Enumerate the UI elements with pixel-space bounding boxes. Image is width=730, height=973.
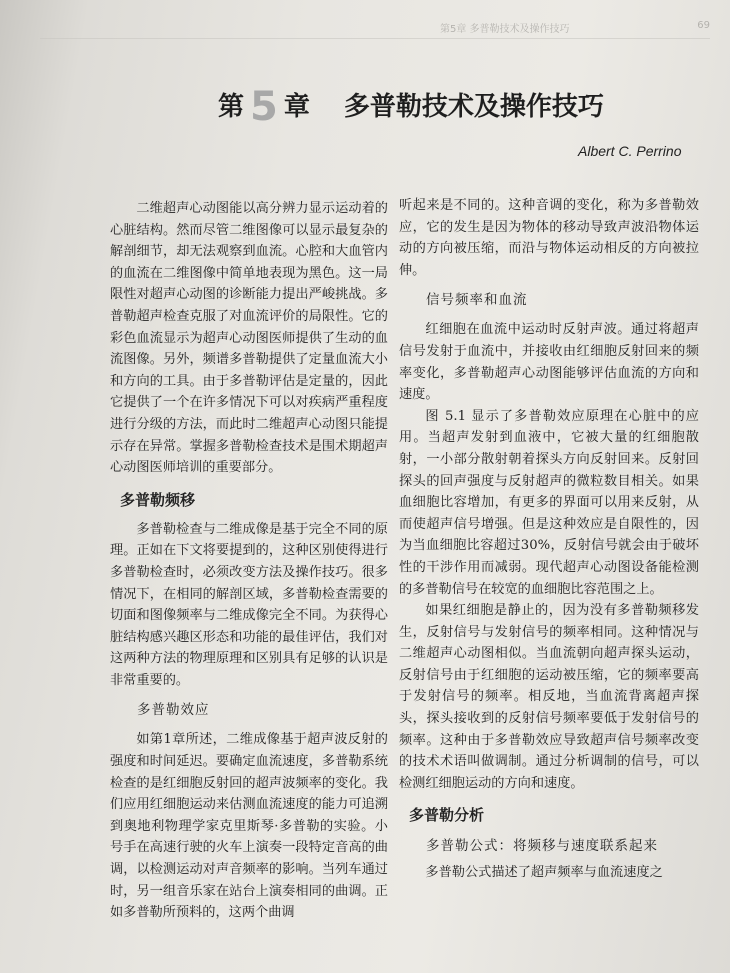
subheading-signal-frequency: 信号频率和血流 [426, 292, 528, 309]
section-heading-doppler-analysis: 多普勒分析 [409, 806, 485, 825]
running-header [440, 20, 710, 34]
header-rule [40, 38, 710, 39]
section-paragraph: 多普勒检查与二维成像是基于完全不同的原理。正如在下文将要提到的，这种区别使得进行多普勒检查时，必须改变方法及操作技巧。很多情况下，在相同的解剖区域，多普勒检查需要的切面和图像频率与二维成像完全不同。为获得心脏结构感兴趣区形态和功能的最佳评估，我们对这两种方法的物理原理和区别具有足够的认识是非常重要的。 [110, 521, 388, 688]
page-number: 69 [697, 20, 710, 31]
formula-paragraph: 多普勒公式描述了超声频率与血流速度之 [425, 865, 663, 881]
subheading-doppler-effect: 多普勒效应 [137, 702, 210, 719]
chapter-prefix: 第 [218, 92, 245, 122]
running-header-text: 第5章 多普勒技术及操作技巧 [440, 24, 570, 35]
right-column [399, 195, 699, 884]
chapter-title [218, 84, 604, 128]
signal-paragraph-1: 红细胞在血流中运动时反射声波。通过将超声信号发射于血流中，并接收由红细胞反射回来的频率变化，多普勒超声心动图能够评估血流的方向和速度。 [399, 322, 699, 403]
chapter-suffix: 章 [283, 92, 310, 122]
continuation-paragraph: 听起来是不同的。这种音调的变化，称为多普勒效应，它的发生是因为物体的移动导致声波沿物体运动的方向被压缩，而沿与物体运动相反的方向被拉伸。 [399, 198, 699, 278]
section-heading-doppler-shift: 多普勒频移 [120, 490, 196, 509]
signal-paragraph-3: 如果红细胞是静止的，因为没有多普勒频移发生，反射信号与发射信号的频率相同。这种情况与二维超声心动图相似。当血流朝向超声探头运动，反射信号由于红细胞的运动被压缩，它的频率要高于发射信号的频率。相反地，当血流背离超声探头，探头接收到的反射信号频率要低于发射信号的频率。这种由于多普勒效应导致超声信号频率改变的技术术语叫做调制。通过分析调制的信号，可以检测红细胞运动的方向和速度。 [399, 603, 699, 791]
left-column [110, 198, 388, 924]
signal-paragraph-2: 图 5.1 显示了多普勒效应原理在心脏中的应用。当超声发射到血液中，它被大量的红细胞散射，一小部分散射朝着探头方向反射回来。反射回探头的回声强度与反射超声的微粒数目相关。如果血细胞比容增加，有更多的界面可以用来反射，从而使超声信号增强。但是这种效应是自限性的，因为当血细胞比容超过30%，反射信号就会由于破坏性的干涉作用而减弱。现代超声心动图设备能检测的多普勒信号在较宽的血细胞比容范围之上。 [399, 408, 699, 597]
chapter-number: 5 [250, 84, 278, 130]
intro-paragraph: 二维超声心动图能以高分辨力显示运动着的心脏结构。然而尽管二维图像可以显示最复杂的解剖细节，却无法观察到血流。心腔和大血管内的血流在二维图像中简单地表现为黑色。这一局限性对超声心动图的诊断能力提出严峻挑战。多普勒超声检查克服了对血流评价的局限性。它的彩色血流显示为超声心动图医师提供了生动的血流图像。另外，频谱多普勒提供了定量血流大小和方向的工具。由于多普勒评估是定量的，因此它提供了一个在许多情况下可以对疾病严重程度进行分级的方法，而此时二维超声心动图只能提示存在异常。掌握多普勒检查技术是围术期超声心动图医师培训的重要部分。 [110, 201, 388, 476]
author-name: Albert C. Perrino [578, 143, 682, 159]
chapter-name: 多普勒技术及操作技巧 [343, 92, 604, 122]
formula-heading: 多普勒公式：将频移与速度联系起来 [426, 838, 658, 855]
doppler-effect-paragraph: 如第1章所述，二维成像基于超声波反射的强度和时间延迟。要确定血流速度，多普勒系统检查的是红细胞反射回的超声波频率的变化。我们应用红细胞运动来估测血流速度的能力可追溯到奥地利物理学家克里斯琴·多普勒的实验。小号手在高速行驶的火车上演奏一段特定音高的曲调，以检测运动对声音频率的影响。当列车通过时，另一组音乐家在站台上演奏相同的曲调。正如多普勒所预料的，这两个曲调 [110, 732, 388, 921]
